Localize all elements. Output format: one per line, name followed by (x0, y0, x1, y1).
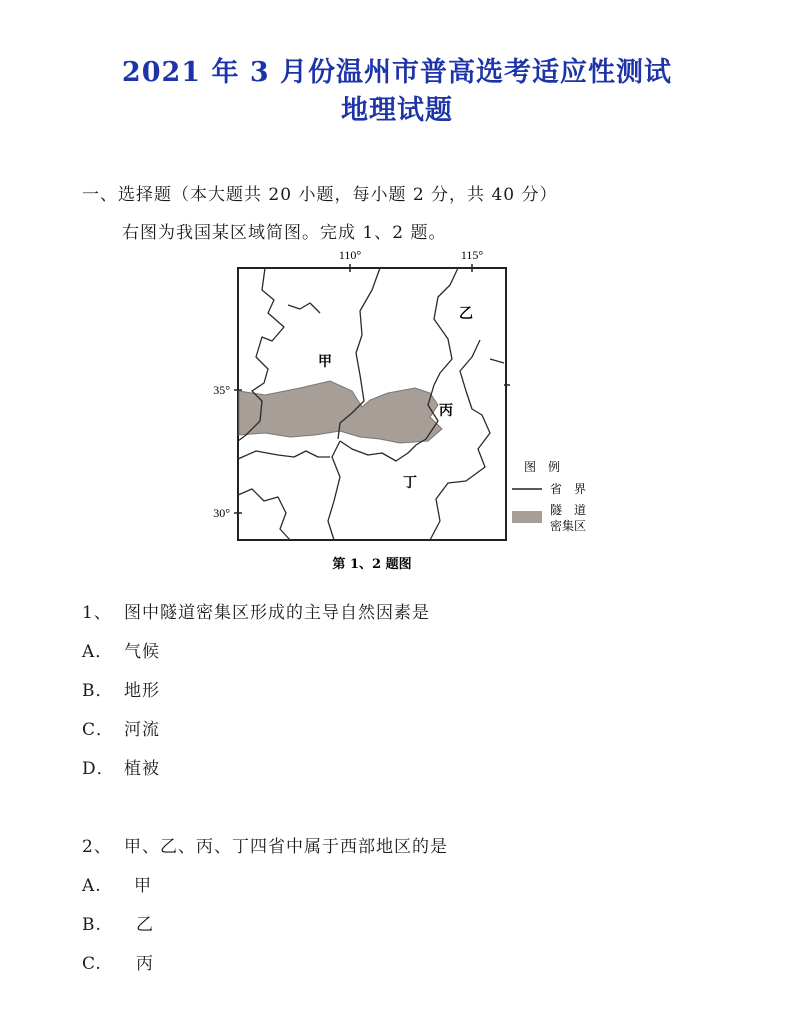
option-letter: A． (82, 642, 114, 662)
question-2-text: 甲、乙、丙、丁四省中属于西部地区的是 (124, 837, 448, 857)
boundary-bing-south (430, 340, 490, 540)
option-text: 植被 (124, 759, 160, 779)
question-2-option-c (82, 949, 154, 974)
boundary-yi-west (434, 268, 458, 385)
legend-tunnel-swatch (512, 511, 542, 523)
province-label-yi: 乙 (459, 306, 473, 322)
question-1-option-b (82, 676, 160, 701)
question-2-stem (82, 832, 448, 857)
legend-boundary-label: 省 界 (550, 482, 587, 496)
question-intro: 右图为我国某区域简图。完成 1、2 题。 (122, 223, 447, 243)
question-1-option-c (82, 715, 160, 740)
question-2-number: 2、 (82, 837, 112, 857)
province-label-jia: 甲 (318, 354, 332, 370)
exam-title-line2: 地理试题 (341, 95, 453, 126)
question-1-text: 图中隧道密集区形成的主导自然因素是 (124, 603, 430, 623)
option-letter: A. (82, 876, 102, 896)
region-map-figure (190, 245, 610, 580)
lat-label-30: 30° (213, 506, 230, 520)
question-1-option-d (82, 754, 160, 779)
option-letter: B. (82, 915, 102, 935)
tunnel-dense-area (239, 381, 442, 443)
option-text: 河流 (124, 720, 160, 740)
question-2-option-b (82, 910, 154, 935)
province-label-bing: 丙 (439, 403, 453, 419)
boundary-ding-west (328, 441, 340, 540)
question-1-stem (82, 598, 430, 623)
boundary-small-a (288, 303, 320, 313)
option-letter: C. (82, 954, 102, 974)
lon-label-115: 115° (460, 248, 484, 262)
province-label-ding: 丁 (403, 475, 417, 491)
boundary-lower-west (238, 489, 290, 540)
option-text: 气候 (124, 642, 160, 662)
option-letter: D． (82, 759, 115, 779)
region-map (190, 245, 610, 580)
option-text: 甲 (134, 876, 152, 896)
legend-tunnel-label-line1: 隧 道 (550, 503, 587, 517)
lon-label-110: 110° (338, 248, 362, 262)
option-text: 丙 (136, 954, 154, 974)
option-text: 乙 (136, 915, 154, 935)
option-letter: C． (82, 720, 115, 740)
legend-title: 图 例 (523, 460, 561, 474)
question-1-number: 1、 (82, 603, 112, 623)
boundary-southwest (238, 451, 330, 459)
option-letter: B． (82, 681, 114, 701)
question-1-option-a (82, 637, 160, 662)
lat-label-35: 35° (213, 383, 230, 397)
boundary-east-edge (490, 359, 504, 363)
question-2-option-a (82, 871, 152, 896)
option-text: 地形 (124, 681, 160, 701)
section-heading: 一、选择题（本大题共 20 小题，每小题 2 分，共 40 分） (82, 185, 558, 205)
exam-title-line1: 2021 年 3 月份温州市普高选考适应性测试 (121, 57, 673, 88)
figure-caption: 第 1、2 题图 (332, 557, 412, 572)
legend-tunnel-label-line2: 密集区 (550, 519, 587, 533)
